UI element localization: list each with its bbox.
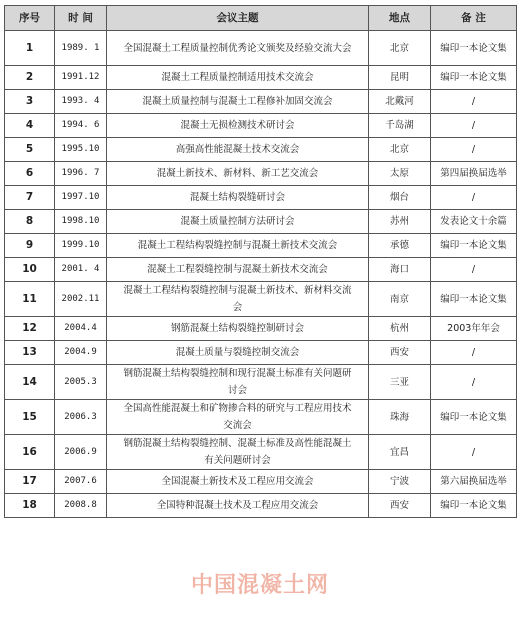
row-place: 北京 [369, 31, 431, 66]
row-seq: 4 [5, 114, 55, 138]
row-place: 千岛湖 [369, 114, 431, 138]
row-place: 昆明 [369, 66, 431, 90]
table-row [5, 66, 517, 90]
row-place: 宜昌 [369, 435, 431, 470]
table-row [5, 435, 517, 470]
row-seq: 1 [5, 31, 55, 66]
row-seq: 13 [5, 341, 55, 365]
row-seq: 15 [5, 400, 55, 435]
row-seq: 11 [5, 282, 55, 317]
table-row [5, 341, 517, 365]
table-row [5, 186, 517, 210]
row-date: 2005.3 [55, 365, 107, 400]
header-note: 备 注 [431, 6, 517, 31]
row-topic: 全国混凝土新技术及工程应用交流会 [107, 470, 369, 494]
row-place: 西安 [369, 494, 431, 518]
table-row [5, 400, 517, 435]
row-place: 海口 [369, 258, 431, 282]
table-row [5, 31, 517, 66]
row-note: 编印一本论文集 [431, 31, 517, 66]
row-seq: 14 [5, 365, 55, 400]
row-place: 太原 [369, 162, 431, 186]
table-row [5, 234, 517, 258]
table-row [5, 162, 517, 186]
row-topic: 钢筋混凝土结构裂缝控制、混凝土标准及高性能混凝土有关问题研讨会 [107, 435, 369, 470]
row-seq: 3 [5, 90, 55, 114]
row-date: 2006.3 [55, 400, 107, 435]
header-topic: 会议主题 [107, 6, 369, 31]
row-seq: 9 [5, 234, 55, 258]
row-date: 1991.12 [55, 66, 107, 90]
row-seq: 18 [5, 494, 55, 518]
row-topic: 混凝土质量与裂缝控制交流会 [107, 341, 369, 365]
row-seq: 17 [5, 470, 55, 494]
row-seq: 16 [5, 435, 55, 470]
row-topic: 全国高性能混凝土和矿物掺合料的研究与工程应用技术交流会 [107, 400, 369, 435]
table-row [5, 365, 517, 400]
table-row [5, 494, 517, 518]
row-note: / [431, 138, 517, 162]
row-topic: 混凝土工程裂缝控制与混凝土新技术交流会 [107, 258, 369, 282]
row-date: 2007.6 [55, 470, 107, 494]
row-note: / [431, 341, 517, 365]
table-row [5, 90, 517, 114]
row-date: 1997.10 [55, 186, 107, 210]
row-seq: 6 [5, 162, 55, 186]
row-topic: 混凝土质量控制方法研讨会 [107, 210, 369, 234]
table-row [5, 258, 517, 282]
row-topic: 钢筋混凝土结构裂缝控制研讨会 [107, 317, 369, 341]
row-place: 北京 [369, 138, 431, 162]
row-note: / [431, 114, 517, 138]
row-topic: 混凝土工程结构裂缝控制与混凝土新技术交流会 [107, 234, 369, 258]
row-place: 杭州 [369, 317, 431, 341]
row-topic: 混凝土无损检测技术研讨会 [107, 114, 369, 138]
row-date: 1995.10 [55, 138, 107, 162]
row-date: 2006.9 [55, 435, 107, 470]
row-topic: 高强高性能混凝土技术交流会 [107, 138, 369, 162]
table-row [5, 138, 517, 162]
row-date: 1996. 7 [55, 162, 107, 186]
row-note: 编印一本论文集 [431, 400, 517, 435]
row-topic: 混凝土工程结构裂缝控制与混凝土新技术、新材料交流会 [107, 282, 369, 317]
row-date: 2004.9 [55, 341, 107, 365]
header-row [5, 6, 517, 31]
row-note: 编印一本论文集 [431, 66, 517, 90]
row-seq: 7 [5, 186, 55, 210]
row-note: 第四届换届选举 [431, 162, 517, 186]
row-date: 2004.4 [55, 317, 107, 341]
row-date: 2008.8 [55, 494, 107, 518]
row-seq: 2 [5, 66, 55, 90]
conference-table [4, 5, 517, 518]
watermark: 中国混凝土网 [190, 573, 329, 598]
row-place: 南京 [369, 282, 431, 317]
row-place: 西安 [369, 341, 431, 365]
row-seq: 12 [5, 317, 55, 341]
row-note: / [431, 258, 517, 282]
row-date: 2002.11 [55, 282, 107, 317]
row-topic: 全国特种混凝土技术及工程应用交流会 [107, 494, 369, 518]
row-note: / [431, 186, 517, 210]
row-note: 编印一本论文集 [431, 494, 517, 518]
row-note: / [431, 435, 517, 470]
row-date: 1999.10 [55, 234, 107, 258]
row-place: 珠海 [369, 400, 431, 435]
row-note: / [431, 365, 517, 400]
row-date: 1993. 4 [55, 90, 107, 114]
header-seq: 序号 [5, 6, 55, 31]
row-topic: 混凝土结构裂缝研讨会 [107, 186, 369, 210]
row-note: 第六届换届选举 [431, 470, 517, 494]
table-row [5, 317, 517, 341]
header-place: 地点 [369, 6, 431, 31]
row-place: 北戴河 [369, 90, 431, 114]
header-date: 时 间 [55, 6, 107, 31]
row-topic: 全国混凝土工程质量控制优秀论文颁奖及经验交流大会 [107, 31, 369, 66]
table-row [5, 470, 517, 494]
row-date: 1998.10 [55, 210, 107, 234]
row-place: 承德 [369, 234, 431, 258]
row-topic: 混凝土新技术、新材料、新工艺交流会 [107, 162, 369, 186]
row-place: 苏州 [369, 210, 431, 234]
row-topic: 混凝土质量控制与混凝土工程修补加固交流会 [107, 90, 369, 114]
row-note: 编印一本论文集 [431, 234, 517, 258]
row-seq: 5 [5, 138, 55, 162]
row-topic: 混凝土工程质量控制适用技术交流会 [107, 66, 369, 90]
row-place: 宁波 [369, 470, 431, 494]
table-row [5, 210, 517, 234]
row-note: 2003年年会 [431, 317, 517, 341]
row-note: 编印一本论文集 [431, 282, 517, 317]
row-topic: 钢筋混凝土结构裂缝控制和现行混凝土标准有关问题研讨会 [107, 365, 369, 400]
row-place: 烟台 [369, 186, 431, 210]
table-row [5, 282, 517, 317]
row-seq: 10 [5, 258, 55, 282]
table-row [5, 114, 517, 138]
row-place: 三亚 [369, 365, 431, 400]
row-date: 1994. 6 [55, 114, 107, 138]
row-date: 2001. 4 [55, 258, 107, 282]
row-note: 发表论文十余篇 [431, 210, 517, 234]
row-seq: 8 [5, 210, 55, 234]
row-note: / [431, 90, 517, 114]
row-date: 1989. 1 [55, 31, 107, 66]
